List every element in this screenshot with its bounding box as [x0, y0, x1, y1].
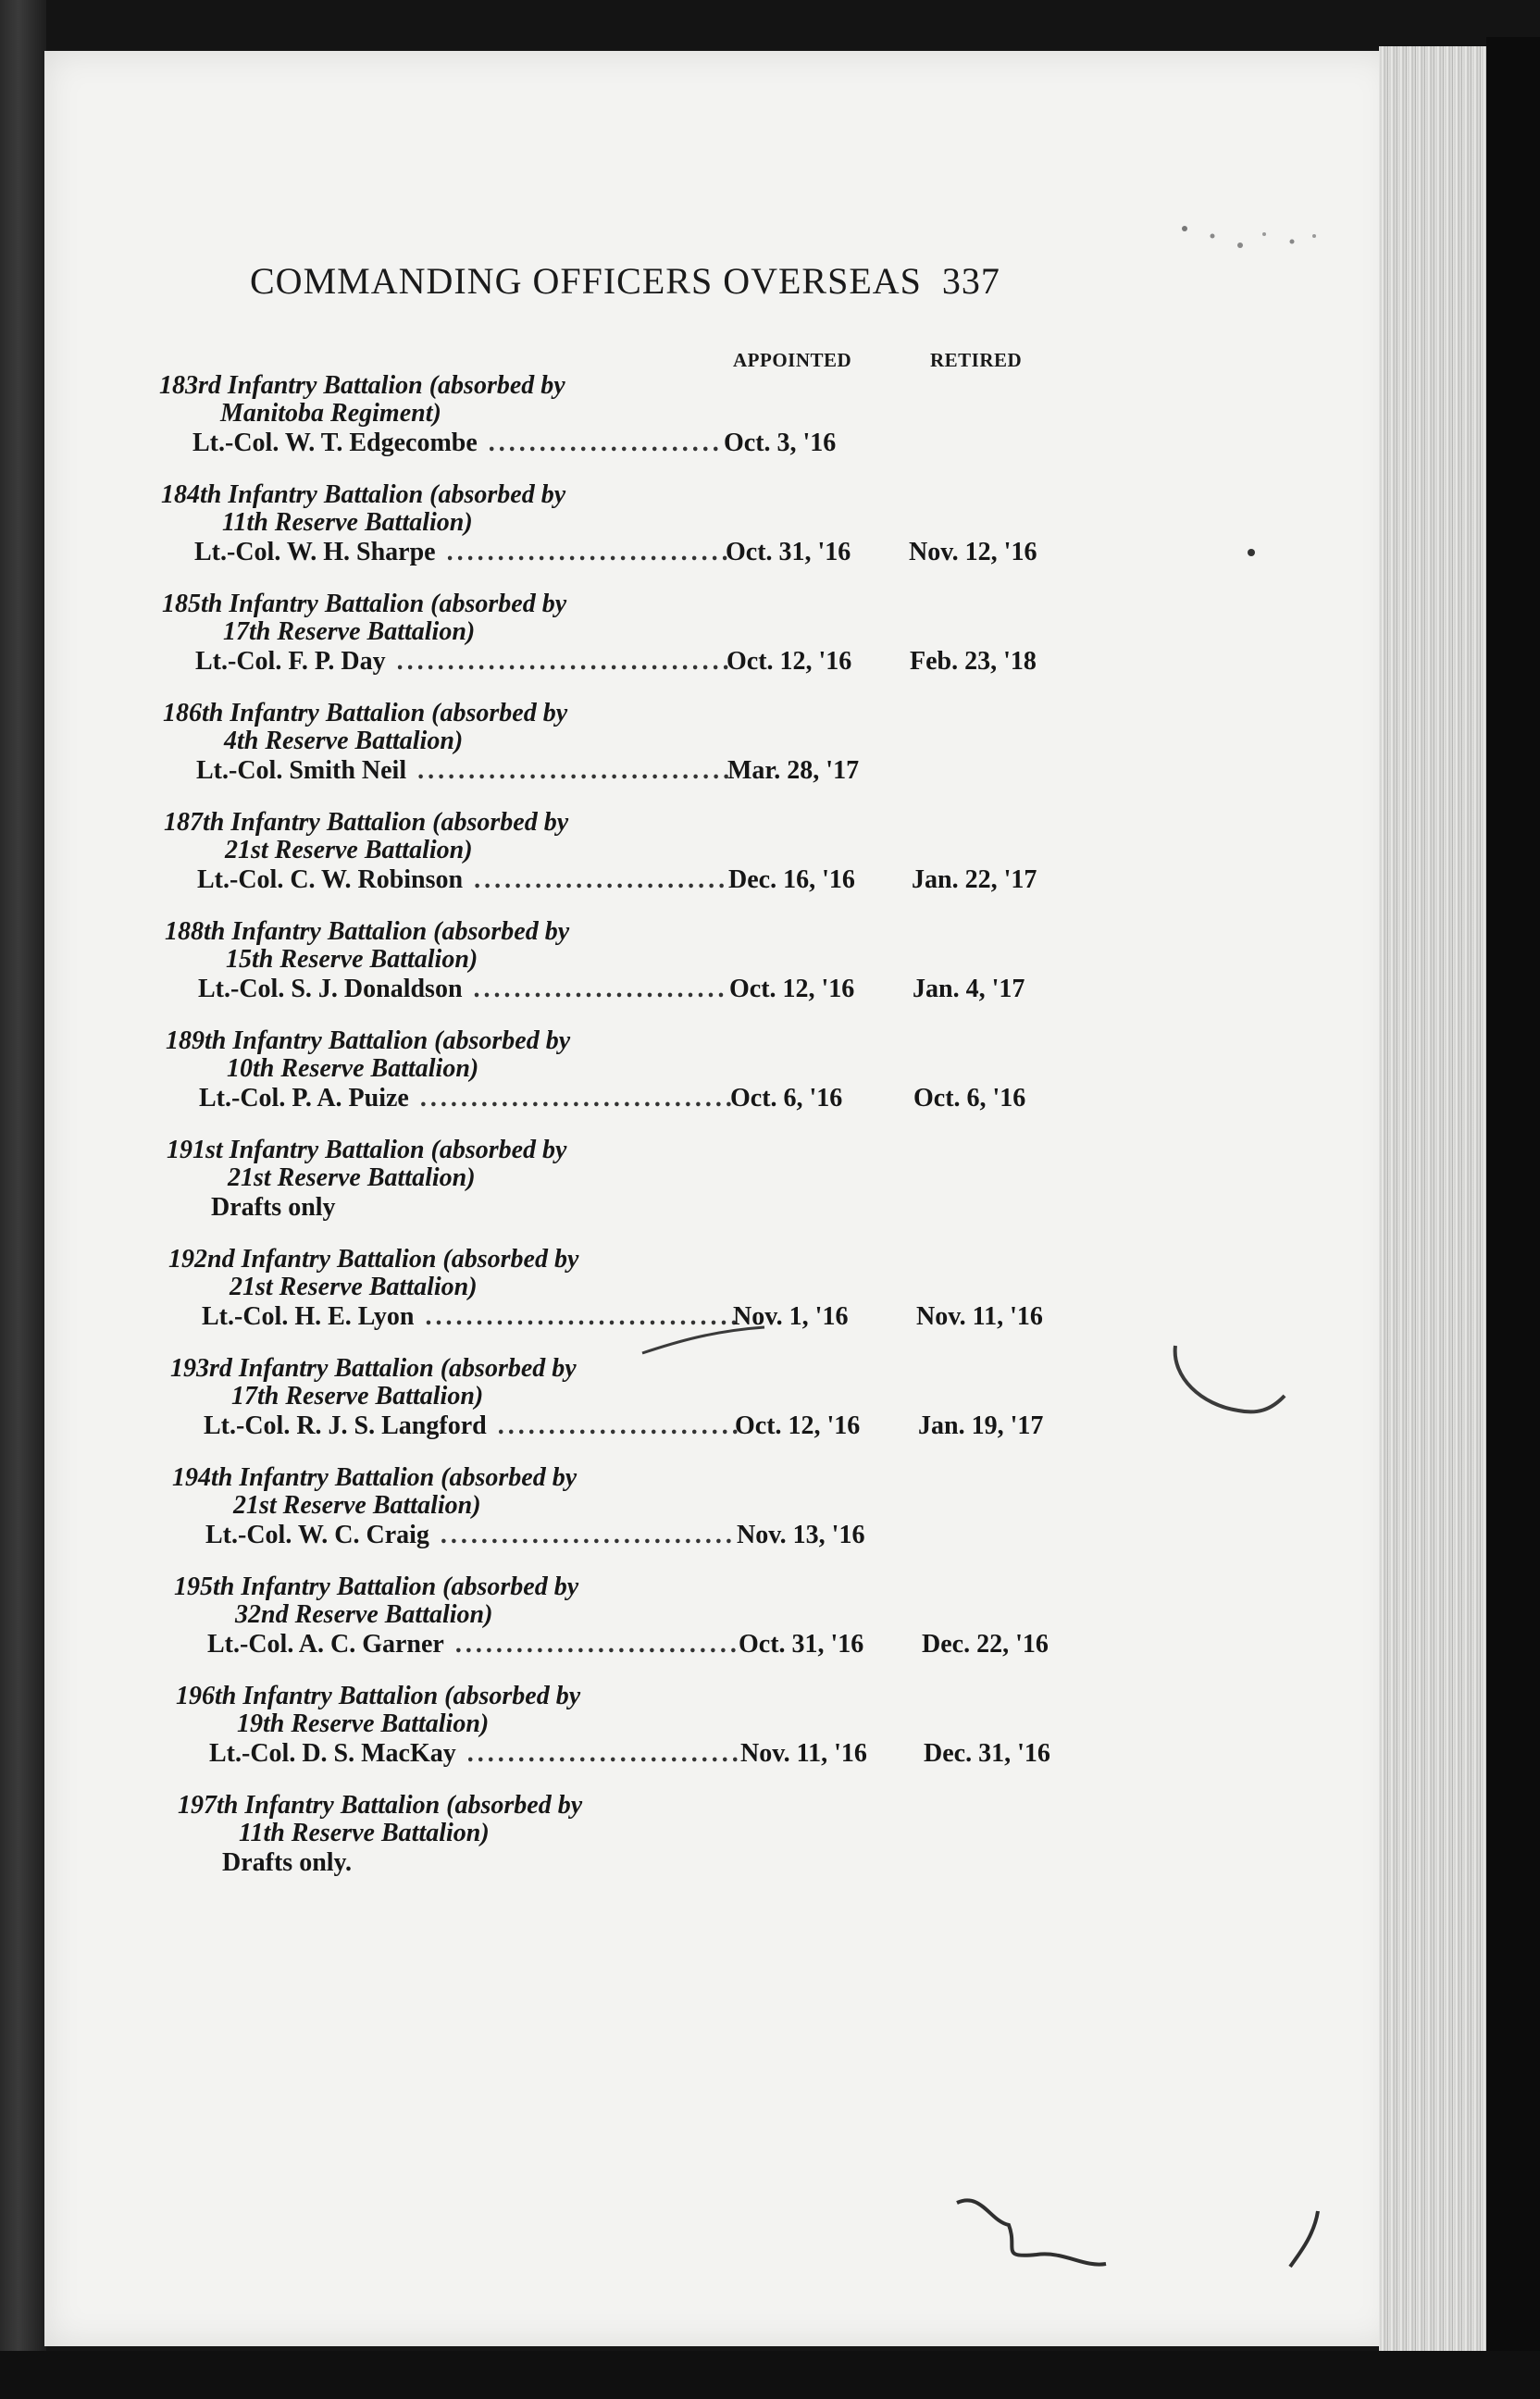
absorbed-by-unit: 11th Reserve Battalion)	[222, 508, 473, 537]
retired-date: Jan. 22, '17	[912, 865, 1037, 894]
dot-leader: ...............................	[425, 1302, 741, 1331]
appointed-date: Nov. 13, '16	[737, 1521, 865, 1549]
officer-line	[159, 428, 1131, 459]
officer-line	[162, 646, 1134, 677]
retired-date: Oct. 6, '16	[913, 1084, 1026, 1112]
retired-date: Dec. 22, '16	[922, 1630, 1049, 1659]
commanding-officer: Lt.-Col. P. A. Puize	[199, 1084, 409, 1112]
column-header-retired: RETIRED	[930, 349, 1023, 371]
appointed-date: Oct. 12, '16	[729, 975, 855, 1003]
retired-date: Nov. 11, '16	[916, 1302, 1043, 1331]
commanding-officer: Lt.-Col. H. E. Lyon	[202, 1302, 415, 1331]
appointed-date: Mar. 28, '17	[727, 756, 860, 785]
battalion-name: 196th Infantry Battalion (absorbed by	[176, 1682, 581, 1710]
absorbed-by-unit: 32nd Reserve Battalion)	[235, 1600, 493, 1629]
dot-leader: .........................	[473, 975, 728, 1003]
dot-leader: ...........................	[466, 1739, 742, 1768]
battalion-entry	[163, 700, 1135, 787]
battalion-entry	[161, 481, 1133, 568]
battalion-name: 192nd Infantry Battalion (absorbed by	[168, 1245, 579, 1274]
commanding-officer: Lt.-Col. D. S. MacKay	[209, 1739, 456, 1768]
dot-leader: ...............................	[419, 1084, 736, 1112]
battalion-name: 197th Infantry Battalion (absorbed by	[178, 1791, 583, 1820]
battalion-entry	[178, 1792, 1149, 1879]
commanding-officer: Lt.-Col. W. T. Edgecombe	[192, 429, 478, 457]
column-header-appointed: APPOINTED	[733, 349, 852, 371]
absorbed-by-unit: Manitoba Regiment)	[220, 399, 441, 428]
absorbed-by-unit: 17th Reserve Battalion)	[231, 1382, 484, 1411]
commanding-officer: Lt.-Col. W. H. Sharpe	[194, 538, 436, 566]
page-stack-edge	[1379, 46, 1490, 2351]
battalion-name: 184th Infantry Battalion (absorbed by	[161, 480, 566, 509]
officer-line	[170, 1411, 1142, 1442]
appointed-date: Oct. 12, '16	[727, 647, 852, 676]
absorbed-by-unit: 19th Reserve Battalion)	[237, 1709, 490, 1738]
battalion-entry	[164, 809, 1136, 896]
officer-line	[172, 1520, 1144, 1551]
absorbed-by-unit: 21st Reserve Battalion)	[228, 1163, 476, 1192]
page-number: 337	[941, 260, 1000, 302]
appointed-date: Dec. 16, '16	[728, 865, 855, 894]
commanding-officer: Lt.-Col. W. C. Craig	[205, 1521, 429, 1549]
battalion-entry	[165, 918, 1136, 1005]
commanding-officer: Lt.-Col. Smith Neil	[196, 756, 407, 785]
dot-leader: .............................	[440, 1521, 736, 1549]
absorbed-by-unit: 11th Reserve Battalion)	[239, 1819, 490, 1847]
battalion-name: 194th Infantry Battalion (absorbed by	[172, 1463, 578, 1492]
dot-leader: .......................	[488, 429, 723, 457]
battalion-name: 189th Infantry Battalion (absorbed by	[166, 1026, 571, 1055]
commanding-officer: Lt.-Col. A. C. Garner	[207, 1630, 444, 1659]
battalion-name: 186th Infantry Battalion (absorbed by	[163, 699, 568, 727]
battalion-name: 185th Infantry Battalion (absorbed by	[162, 590, 567, 618]
absorbed-by-unit: 21st Reserve Battalion)	[225, 836, 473, 864]
battalion-entry	[174, 1573, 1146, 1660]
commanding-officer: Lt.-Col. R. J. S. Langford	[204, 1411, 487, 1440]
officer-line	[161, 537, 1133, 568]
retired-date: Jan. 4, '17	[913, 975, 1025, 1003]
officer-line	[164, 864, 1136, 896]
absorbed-by-unit: 21st Reserve Battalion)	[230, 1273, 478, 1301]
edge-shadow	[1486, 37, 1540, 2399]
officer-line	[168, 1301, 1140, 1333]
dot-leader: ...............................	[417, 756, 734, 785]
battalion-name: 193rd Infantry Battalion (absorbed by	[170, 1354, 577, 1383]
battalion-entry	[159, 372, 1131, 459]
commanding-officer: Lt.-Col. S. J. Donaldson	[198, 975, 463, 1003]
battalion-entry	[168, 1246, 1140, 1333]
commanding-officer: Lt.-Col. C. W. Robinson	[197, 865, 464, 894]
battalion-entry	[167, 1137, 1138, 1224]
battalion-entry	[176, 1683, 1148, 1770]
retired-date: Nov. 12, '16	[909, 538, 1037, 566]
battalion-name: 187th Infantry Battalion (absorbed by	[164, 808, 569, 837]
dot-leader: ............................	[446, 538, 732, 566]
absorbed-by-unit: 15th Reserve Battalion)	[226, 945, 478, 974]
dot-leader: ............................	[454, 1630, 740, 1659]
appointed-date: Nov. 11, '16	[740, 1739, 867, 1768]
battalion-entry	[172, 1464, 1144, 1551]
absorbed-by-unit: 4th Reserve Battalion)	[224, 727, 464, 755]
battalion-name: 188th Infantry Battalion (absorbed by	[165, 917, 570, 946]
dot-leader: .........................	[474, 865, 729, 894]
battalion-name: 183rd Infantry Battalion (absorbed by	[159, 371, 565, 400]
dot-leader: .................................	[396, 647, 733, 676]
retired-date: Jan. 19, '17	[918, 1411, 1044, 1440]
absorbed-by-unit: 21st Reserve Battalion)	[233, 1491, 481, 1520]
retired-date: Dec. 31, '16	[924, 1739, 1050, 1768]
drafts-note: Drafts only.	[222, 1848, 352, 1877]
officer-line	[176, 1738, 1148, 1770]
absorbed-by-unit: 10th Reserve Battalion)	[227, 1054, 479, 1083]
appointed-date: Oct. 31, '16	[726, 538, 851, 566]
appointed-date: Oct. 3, '16	[724, 429, 837, 457]
page-title: COMMANDING OFFICERS OVERSEAS	[250, 260, 922, 302]
appointed-date: Nov. 1, '16	[733, 1302, 849, 1331]
commanding-officer: Lt.-Col. F. P. Day	[195, 647, 386, 676]
officer-line	[166, 1083, 1137, 1114]
dot-leader: ........................	[497, 1411, 742, 1440]
officer-line	[165, 974, 1136, 1005]
appointed-date: Oct. 12, '16	[735, 1411, 861, 1440]
officer-line	[174, 1629, 1146, 1660]
battalion-entry	[166, 1027, 1137, 1114]
battalion-entry	[170, 1355, 1142, 1442]
bottom-shadow	[0, 2351, 1540, 2399]
battalion-name: 195th Infantry Battalion (absorbed by	[174, 1572, 579, 1601]
book-binding	[0, 0, 46, 2399]
officer-line	[163, 755, 1135, 787]
appointed-date: Oct. 31, '16	[739, 1630, 864, 1659]
appointed-date: Oct. 6, '16	[730, 1084, 843, 1112]
absorbed-by-unit: 17th Reserve Battalion)	[223, 617, 476, 646]
retired-date: Feb. 23, '18	[910, 647, 1037, 676]
drafts-note: Drafts only	[211, 1193, 336, 1222]
running-head	[250, 259, 1083, 303]
battalion-name: 191st Infantry Battalion (absorbed by	[167, 1136, 567, 1164]
battalion-entry	[162, 590, 1134, 677]
